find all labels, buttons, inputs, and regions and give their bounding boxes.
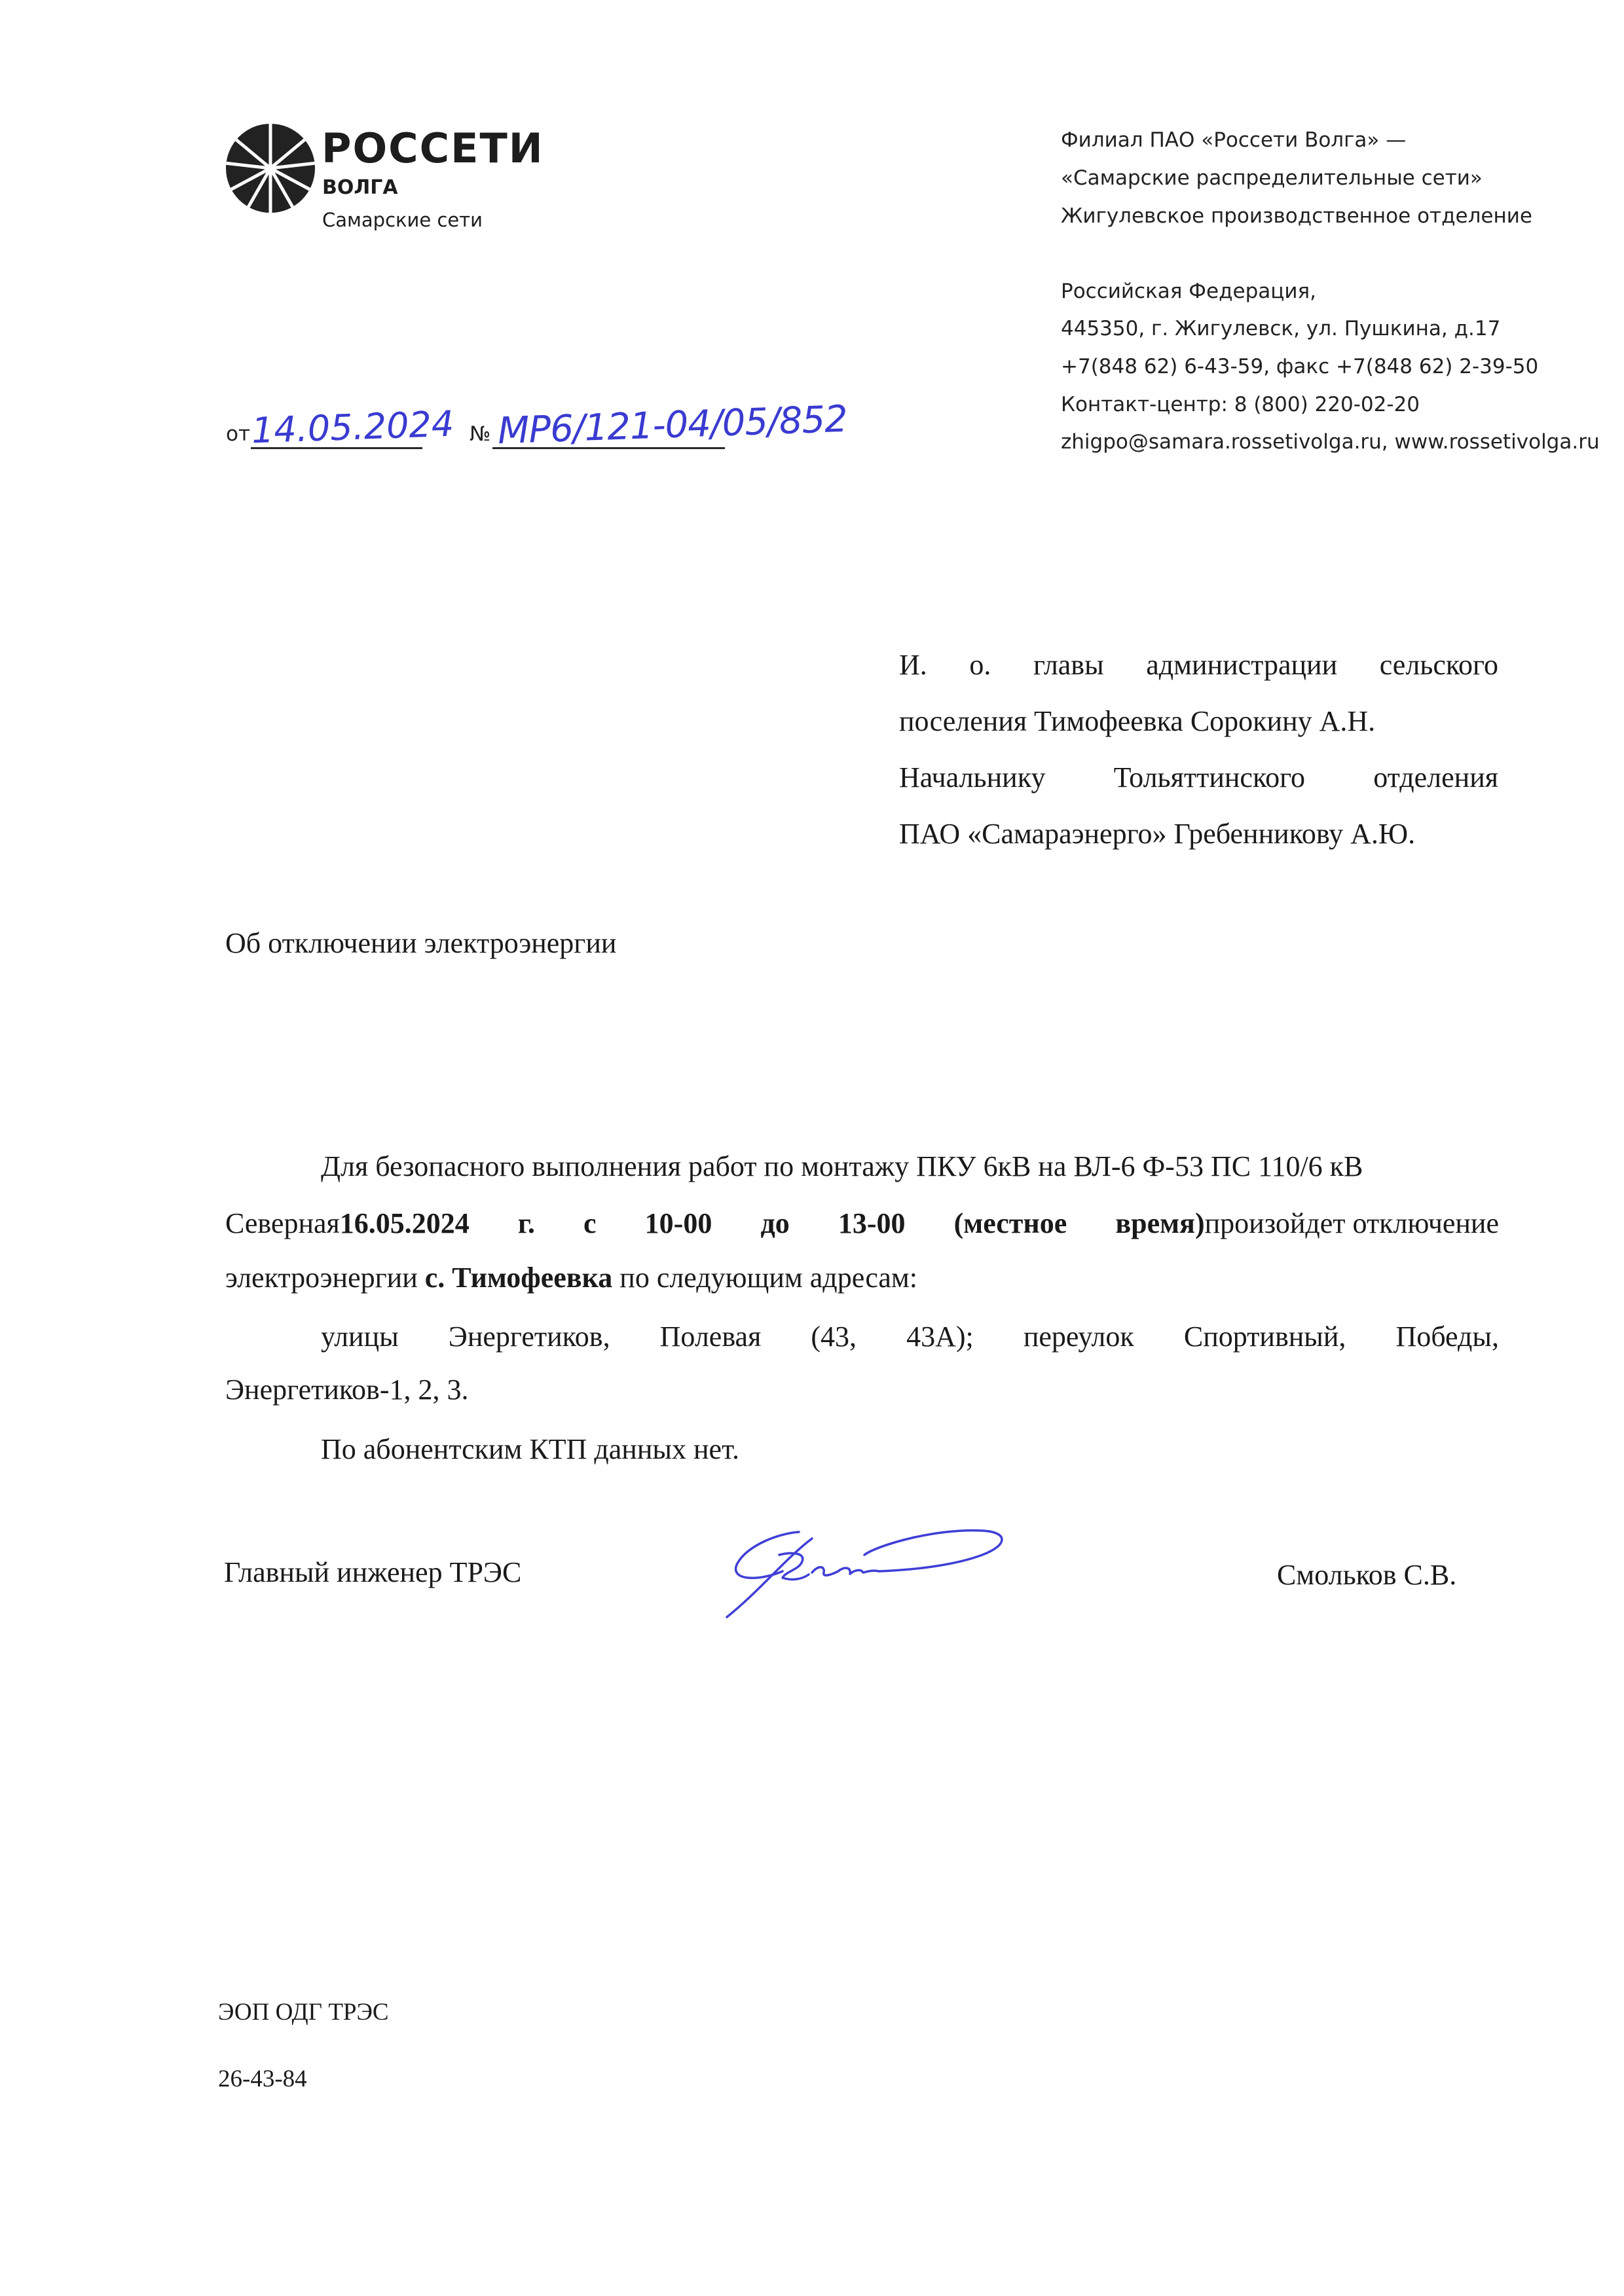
org-contact-center: Контакт-центр: 8 (800) 220-02-20 (1061, 393, 1420, 416)
signatory-name: Смольков С.В. (1277, 1559, 1457, 1591)
org-line-1: Филиал ПАО «Россети Волга» — (1061, 128, 1407, 152)
number-handwritten: МР6/121-04/05/852 (497, 397, 848, 453)
org-email-web: zhigpo@samara.rossetivolga.ru, www.rossetivolga.ru (1061, 430, 1600, 454)
rosseti-logo-icon (225, 122, 316, 214)
org-phone: +7(848 62) 6-43-59, факс +7(848 62) 2-39-50 (1061, 355, 1539, 378)
addressee-line-4: ПАО «Самараэнерго» Гребенникову А.Ю. (899, 818, 1416, 850)
org-country: Российская Федерация, (1061, 280, 1316, 303)
executor-unit: ЭОП ОДГ ТРЭС (218, 1999, 389, 2026)
handwritten-signature (720, 1519, 1022, 1624)
executor-phone: 26-43-84 (218, 2066, 307, 2092)
body-p1-line-3: электроэнергии с. Тимофеевка по следующим адресам: (225, 1262, 917, 1294)
org-address: 445350, г. Жигулевск, ул. Пушкина, д.17 (1061, 317, 1501, 340)
signatory-position: Главный инженер ТРЭС (224, 1556, 522, 1588)
date-handwritten: 14.05.2024 (250, 403, 455, 452)
body-p3: По абонентским КТП данных нет. (321, 1433, 739, 1465)
outage-date-time: 16.05.2024 г. с 10-00 до 13-00 (местное время) (339, 1207, 1205, 1239)
body-p1-line-2: Северная 16.05.2024 г. с 10-00 до 13-00 (местное время) произойдет отключение (225, 1207, 1499, 1239)
addressee-line-2: поселения Тимофеевка Сорокину А.Н. (899, 705, 1376, 737)
logo-region: ВОЛГА (322, 176, 398, 199)
addressee-line-1: И. о. главы администрации сельского (899, 649, 1498, 681)
logo-subtitle: Самарские сети (322, 209, 483, 231)
logo-brand: РОССЕТИ (322, 124, 544, 172)
number-label: № (470, 422, 491, 446)
addressee-line-3: Начальнику Тольяттинского отделения (899, 761, 1498, 793)
body-p2-line-2: Энергетиков-1, 2, 3. (225, 1374, 469, 1406)
letter-subject: Об отключении электроэнергии (225, 927, 617, 959)
org-line-2: «Самарские распределительные сети» (1061, 166, 1483, 190)
org-line-3: Жигулевское производственное отделение (1061, 204, 1532, 228)
body-p1-line-1: Для безопасного выполнения работ по монтажу ПКУ 6кВ на ВЛ-6 Ф-53 ПС 110/6 кВ (321, 1150, 1363, 1182)
body-p2-line-1: улицы Энергетиков, Полевая (43, 43А); переулок Спортивный, Победы, (321, 1321, 1499, 1353)
date-label: от (226, 422, 251, 446)
